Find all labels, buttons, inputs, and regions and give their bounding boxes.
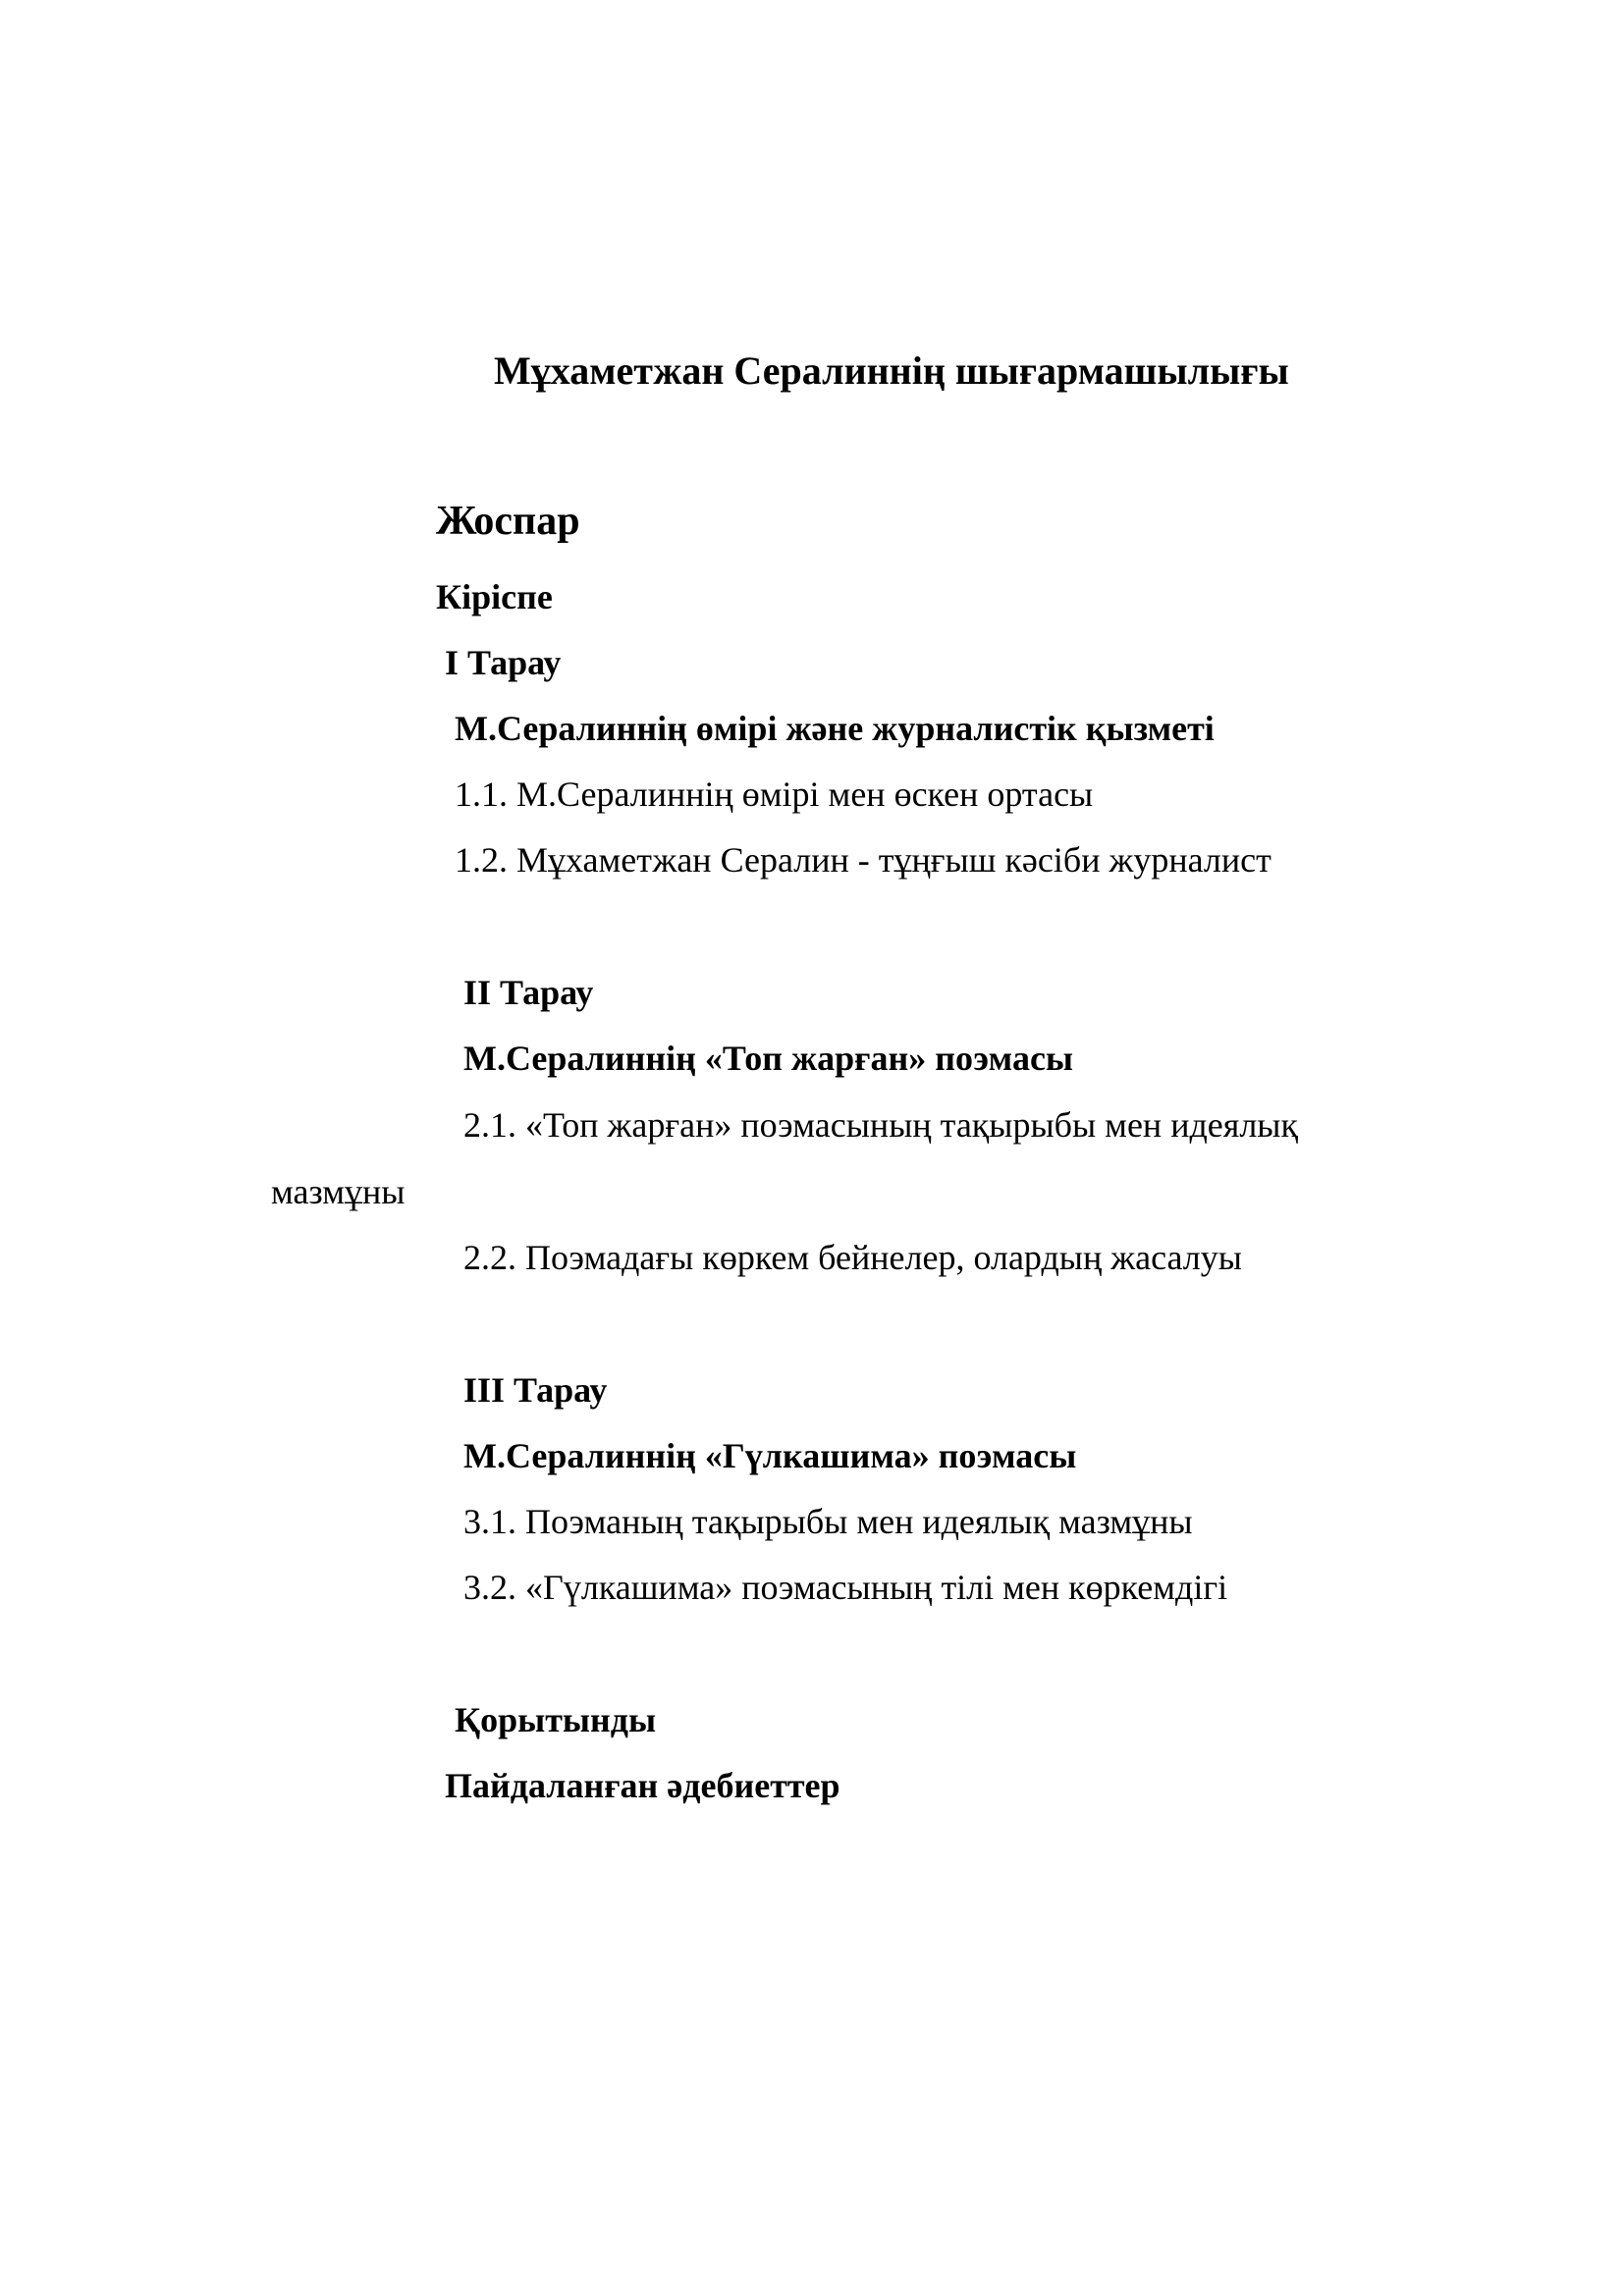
chapter3-heading: III Тарау [463, 1370, 608, 1410]
chapter3-item-2: 3.2. «Гүлкашима» поэмасының тілі мен көркемдігі [463, 1568, 1228, 1607]
chapter3-item-1: 3.1. Поэманың тақырыбы мен идеялық мазмұны [463, 1502, 1193, 1541]
chapter2-item-2: 2.2. Поэмадағы көркем бейнелер, олардың жасалуы [463, 1238, 1242, 1277]
chapter2-item-1-continuation: мазмұны [271, 1172, 406, 1211]
references-heading: Пайдаланған әдебиеттер [445, 1766, 840, 1805]
conclusion-heading: Қорытынды [455, 1700, 657, 1739]
chapter2-item-1: 2.1. «Топ жарған» поэмасының тақырыбы мен идеялық [463, 1105, 1298, 1145]
chapter1-heading: I Тарау [445, 643, 562, 682]
chapter2-title: М.Сералиннің «Топ жарған» поэмасы [463, 1039, 1074, 1078]
plan-heading: Жоспар [436, 499, 580, 544]
chapter1-item-2: 1.2. Мұхаметжан Сералин - тұңғыш кәсіби журналист [455, 840, 1271, 880]
chapter3-title: М.Сералиннің «Гүлкашима» поэмасы [463, 1436, 1077, 1475]
chapter2-heading: II Тарау [463, 973, 594, 1012]
document-title: Мұхаметжан Сералиннің шығармашылығы [494, 348, 1289, 393]
chapter1-title: М.Сералиннің өмірі және журналистік қызметі [455, 709, 1215, 748]
chapter1-item-1: 1.1. М.Сералиннің өмірі мен өскен ортасы [455, 774, 1094, 814]
intro-heading: Кіріспе [436, 577, 553, 616]
